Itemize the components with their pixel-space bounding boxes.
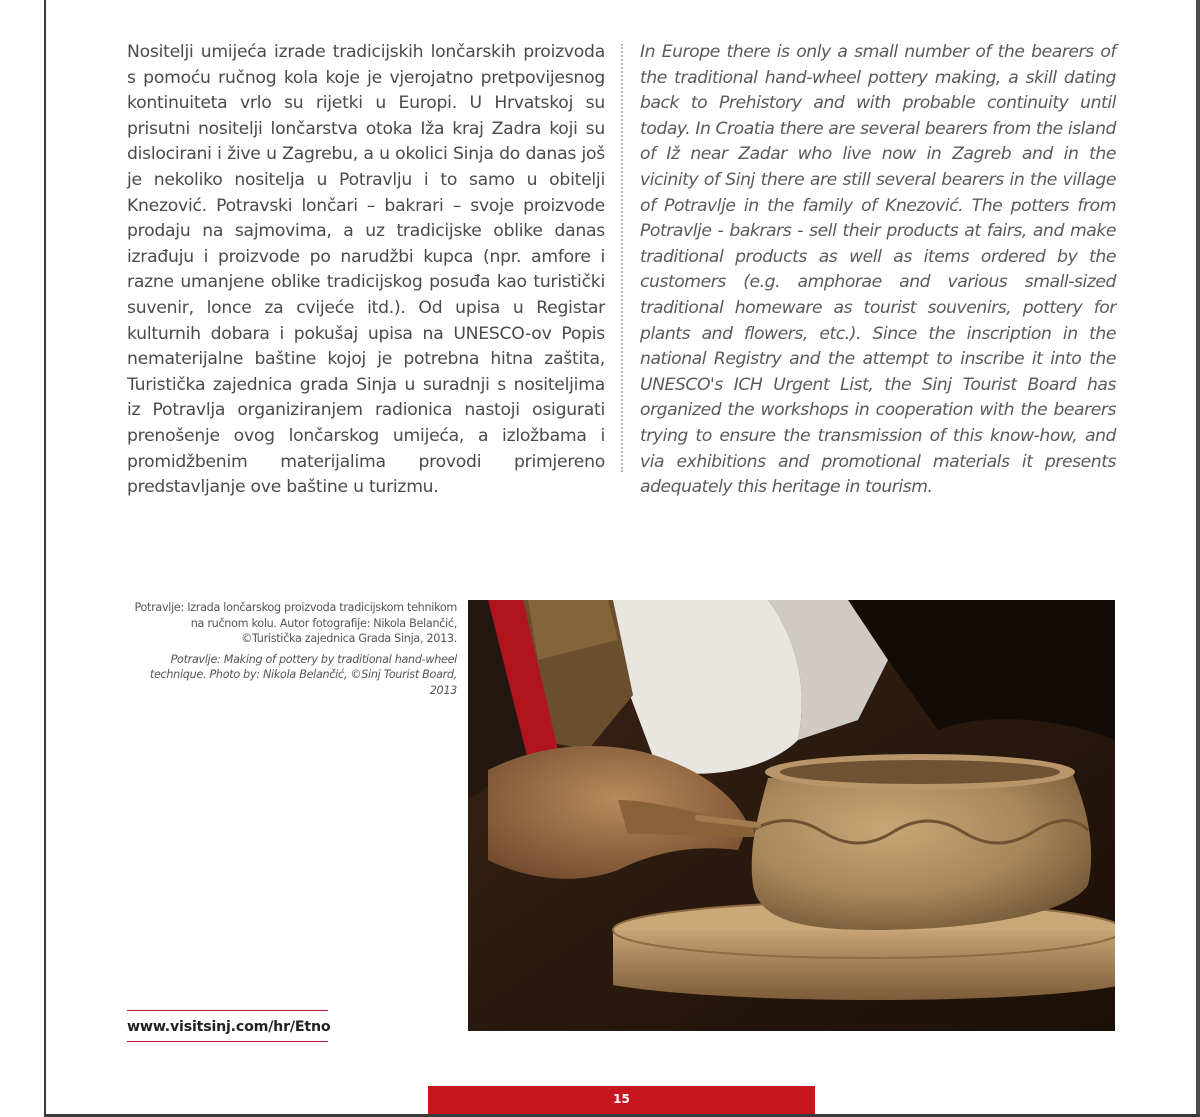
pottery-wheel-photo <box>468 600 1115 1031</box>
page-border-left <box>44 0 46 1117</box>
website-link-box <box>127 1010 331 1042</box>
photo-caption <box>130 600 457 699</box>
caption-croatian: Potravlje: Izrada lončarskog proizvoda tradicijskom tehnikom na ručnom kolu. Autor fotografije: Nikola Belančić, ©Turistička zajednica Grada Sinja, 2013. <box>134 601 457 646</box>
english-text-column: In Europe there is only a small number of the bearers of the traditional hand-wheel pottery making, a skill dating back to Prehistory and with probable continuity until today. In Croatia there are several bearers from the island of Iž near Zadar who live now in Zagreb and in the vicinity of Sinj there are still several bearers in the village of Potravlje in the family of Knezović. The potters from Potravlje - bakrars - sell their products at fairs, and make traditional products as well as items ordered by the customers (e.g. amphorae and various small-sized traditional homeware as tourist souvenirs, pottery for plants and flowers, etc.). Since the inscription in the national Registry and the attempt to inscribe it into the UNESCO's ICH Urgent List, the Sinj Tourist Board has organized the workshops in cooperation with the bearers trying to ensure the transmission of this know-how, and via exhibitions and promotional materials it presents adequately this heritage in tourism. <box>640 42 1116 498</box>
page-number: 15 <box>613 1092 630 1106</box>
website-link[interactable]: www.visitsinj.com/hr/Etno <box>127 1019 331 1035</box>
page-number-bar <box>428 1086 815 1114</box>
column-divider <box>621 44 623 472</box>
croatian-text-column: Nositelji umijeća izrade tradicijskih lončarskih proizvoda s pomoću ručnog kola koje je vjerojatno pretpovijesnog kontinuiteta vrlo su rijetki u Europi. U Hrvatskoj su prisutni nositelji lončarstva otoka Iža kraj Zadra koji su dislocirani i žive u Zagrebu, a u okolici Sinja do danas još je nekoliko nositelja u Potravlju i to samo u obitelji Knezović. Potravski lončari – bakrari – svoje proizvode prodaju na sajmovima, a uz tradicijske oblike danas izrađuju i proizvode po narudžbi kupca (npr. amfore i razne umanjene oblike tradicijskog posuđa kao turistički suvenir, lonce za cvijeće itd.). Od upisa u Registar kulturnih dobara i pokušaj upisa na UNESCO-ov Popis nematerijalne baštine kojoj je potrebna hitna zaštita, Turistička zajednica grada Sinja u suradnji s nositeljima iz Potravlja organiziranjem radionica nastoji osigurati prenošenje ovog lončarskog umijeća, a izložbama i promidžbenim materijalima provodi primjereno predstavljanje ove baštine u turizmu. <box>127 42 605 498</box>
page-border-right <box>1196 0 1200 1117</box>
caption-english: Potravlje: Making of pottery by traditional hand-wheel technique. Photo by: Nikola Belančić, ©Sinj Tourist Board, 2013 <box>149 652 457 697</box>
